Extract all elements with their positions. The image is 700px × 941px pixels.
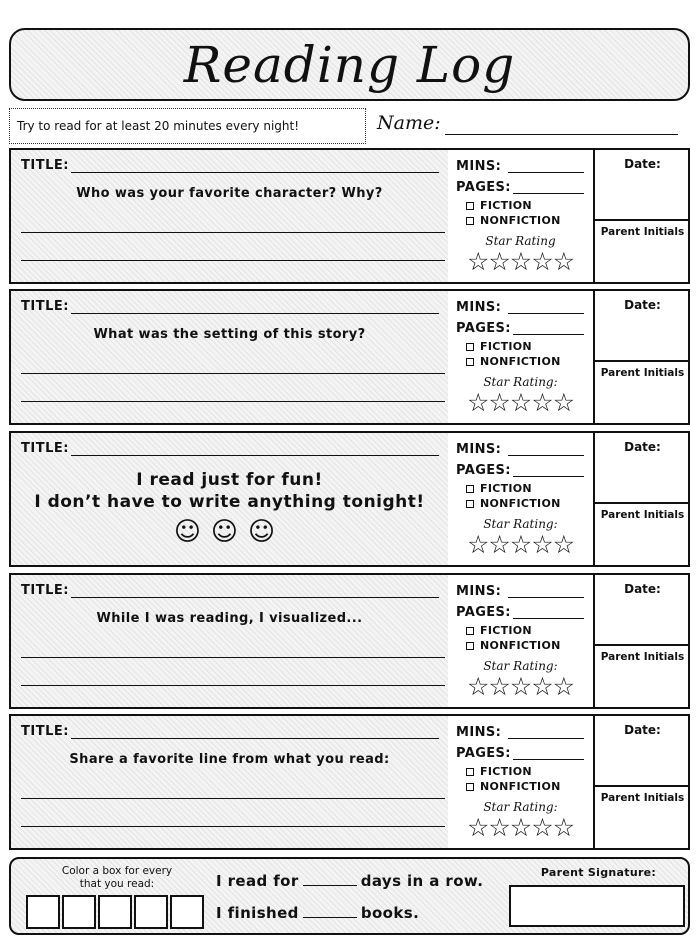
- log-entry-1: [9, 148, 690, 284]
- read-for-prefix: I read for: [216, 872, 299, 890]
- mins-field[interactable]: [508, 455, 584, 456]
- mins-label: MINS:: [456, 300, 502, 315]
- checkbox[interactable]: [466, 768, 474, 776]
- color-box-instruction: [27, 865, 207, 891]
- checkbox[interactable]: [466, 642, 474, 650]
- writing-line[interactable]: [21, 657, 445, 658]
- footer-panel: [9, 857, 690, 935]
- smiley-icon: ☺☺☺: [173, 517, 286, 547]
- pages-label: PAGES:: [456, 746, 511, 761]
- date-label: Date:: [624, 157, 661, 171]
- divider: [595, 644, 688, 646]
- parent-initials-label: Parent Initials: [600, 226, 685, 238]
- color-box[interactable]: [170, 895, 204, 929]
- writing-line[interactable]: [21, 401, 445, 402]
- fiction-label: FICTION: [480, 765, 532, 778]
- color-box[interactable]: [62, 895, 96, 929]
- nonfiction-option[interactable]: [466, 214, 561, 227]
- entry-prompt: What was the setting of this story?: [93, 327, 366, 342]
- fiction-option[interactable]: [466, 199, 532, 212]
- log-entry-2: [9, 289, 690, 425]
- name-label: Name:: [377, 112, 441, 134]
- fun-message: [11, 469, 448, 513]
- entry-prompt: Who was your favorite character? Why?: [76, 186, 383, 201]
- pages-label: PAGES:: [456, 180, 511, 195]
- entry-main-area: [11, 291, 448, 423]
- fiction-option[interactable]: [466, 624, 532, 637]
- color-boxes: [26, 895, 206, 929]
- star-rating-label: Star Rating:: [483, 375, 558, 389]
- entry-stats-area: [448, 291, 593, 423]
- mins-field[interactable]: [508, 597, 584, 598]
- mins-label: MINS:: [456, 584, 502, 599]
- mins-label: MINS:: [456, 442, 502, 457]
- date-label: Date:: [624, 723, 661, 737]
- date-label: Date:: [624, 298, 661, 312]
- nonfiction-option[interactable]: [466, 497, 561, 510]
- mins-field[interactable]: [508, 738, 584, 739]
- entry-stats-area: [448, 433, 593, 565]
- pages-field[interactable]: [513, 193, 584, 194]
- finished-suffix: books.: [360, 904, 420, 922]
- books-field[interactable]: [303, 906, 357, 918]
- writing-line[interactable]: [21, 685, 445, 686]
- entry-stats-area: [448, 575, 593, 707]
- parent-signature-label: Parent Signature:: [540, 866, 657, 879]
- title-label: TITLE:: [21, 299, 69, 314]
- star-rating[interactable]: ☆☆☆☆☆: [466, 530, 575, 559]
- read-for-statement: [216, 872, 483, 890]
- entry-main-area: [11, 433, 448, 565]
- fiction-label: FICTION: [480, 340, 532, 353]
- checkbox[interactable]: [466, 358, 474, 366]
- writing-line[interactable]: [21, 798, 445, 799]
- color-box[interactable]: [26, 895, 60, 929]
- title-label: TITLE:: [21, 441, 69, 456]
- title-label: TITLE:: [21, 724, 69, 739]
- checkbox[interactable]: [466, 627, 474, 635]
- fun-line-1: I read just for fun!: [136, 470, 323, 490]
- entry-main-area: [11, 575, 448, 707]
- divider: [595, 502, 688, 504]
- pages-field[interactable]: [513, 759, 584, 760]
- pages-field[interactable]: [513, 618, 584, 619]
- checkbox[interactable]: [466, 485, 474, 493]
- log-entry-3: [9, 431, 690, 567]
- entry-prompt: Share a favorite line from what you read:: [69, 752, 390, 767]
- color-box[interactable]: [98, 895, 132, 929]
- nonfiction-label: NONFICTION: [480, 780, 561, 793]
- pages-field[interactable]: [513, 476, 584, 477]
- entry-main-area: [11, 150, 448, 282]
- title-field[interactable]: [71, 738, 439, 739]
- parent-signature-box[interactable]: [509, 885, 685, 927]
- color-box[interactable]: [134, 895, 168, 929]
- read-for-suffix: days in a row.: [360, 872, 484, 890]
- star-rating[interactable]: ☆☆☆☆☆: [466, 672, 575, 701]
- nonfiction-label: NONFICTION: [480, 639, 561, 652]
- fun-line-2: I don’t have to write anything tonight!: [34, 492, 425, 512]
- mins-label: MINS:: [456, 159, 502, 174]
- writing-line[interactable]: [21, 373, 445, 374]
- parent-initials-label: Parent Initials: [600, 651, 685, 663]
- fiction-option[interactable]: [466, 340, 532, 353]
- finished-prefix: I finished: [216, 904, 299, 922]
- instruction-box: Try to read for at least 20 minutes every night!: [9, 108, 366, 144]
- nonfiction-option[interactable]: [466, 639, 561, 652]
- checkbox[interactable]: [466, 500, 474, 508]
- date-label: Date:: [624, 582, 661, 596]
- parent-initials-label: Parent Initials: [600, 509, 685, 521]
- fiction-label: FICTION: [480, 624, 532, 637]
- checkbox[interactable]: [466, 783, 474, 791]
- title-label: TITLE:: [21, 583, 69, 598]
- title-field[interactable]: [71, 455, 439, 456]
- pages-field[interactable]: [513, 334, 584, 335]
- pages-label: PAGES:: [456, 321, 511, 336]
- mins-field[interactable]: [508, 172, 584, 173]
- entry-side-area: [593, 716, 688, 848]
- nonfiction-label: NONFICTION: [480, 497, 561, 510]
- days-field[interactable]: [303, 874, 357, 886]
- mins-field[interactable]: [508, 313, 584, 314]
- writing-line[interactable]: [21, 826, 445, 827]
- checkbox[interactable]: [466, 217, 474, 225]
- divider: [595, 360, 688, 362]
- entry-main-area: [11, 716, 448, 848]
- name-field[interactable]: [445, 134, 678, 135]
- entry-stats-area: [448, 150, 593, 282]
- fiction-option[interactable]: [466, 765, 532, 778]
- star-rating[interactable]: ☆☆☆☆☆: [466, 813, 575, 842]
- parent-initials-label: Parent Initials: [600, 792, 685, 804]
- title-field[interactable]: [71, 597, 439, 598]
- nonfiction-option[interactable]: [466, 780, 561, 793]
- date-label: Date:: [624, 440, 661, 454]
- fiction-option[interactable]: [466, 482, 532, 495]
- pages-label: PAGES:: [456, 463, 511, 478]
- divider: [595, 219, 688, 221]
- checkbox[interactable]: [466, 202, 474, 210]
- log-entry-5: [9, 714, 690, 850]
- star-rating[interactable]: ☆☆☆☆☆: [466, 247, 575, 276]
- star-rating-label: Star Rating:: [483, 800, 558, 814]
- title-banner: [9, 28, 690, 101]
- title-label: TITLE:: [21, 158, 69, 173]
- star-rating-label: Star Rating:: [483, 659, 558, 673]
- color-box-line-2: that you read:: [79, 878, 155, 890]
- mins-label: MINS:: [456, 725, 502, 740]
- fiction-label: FICTION: [480, 482, 532, 495]
- nonfiction-option[interactable]: [466, 355, 561, 368]
- entry-prompt: While I was reading, I visualized...: [96, 611, 363, 626]
- entry-side-area: [593, 433, 688, 565]
- writing-line[interactable]: [21, 232, 445, 233]
- page-title: Reading Log: [183, 35, 516, 94]
- divider: [595, 785, 688, 787]
- log-entry-4: [9, 573, 690, 709]
- title-field[interactable]: [71, 172, 439, 173]
- entry-side-area: [593, 150, 688, 282]
- pages-label: PAGES:: [456, 605, 511, 620]
- nonfiction-label: NONFICTION: [480, 355, 561, 368]
- star-rating[interactable]: ☆☆☆☆☆: [466, 388, 575, 417]
- title-field[interactable]: [71, 313, 439, 314]
- color-box-line-1: Color a box for every: [61, 865, 173, 877]
- star-rating-label: Star Rating: [485, 234, 556, 248]
- fiction-label: FICTION: [480, 199, 532, 212]
- entry-stats-area: [448, 716, 593, 848]
- writing-line[interactable]: [21, 260, 445, 261]
- star-rating-label: Star Rating:: [483, 517, 558, 531]
- parent-initials-label: Parent Initials: [600, 367, 685, 379]
- entry-side-area: [593, 575, 688, 707]
- finished-statement: [216, 904, 419, 922]
- nonfiction-label: NONFICTION: [480, 214, 561, 227]
- entry-side-area: [593, 291, 688, 423]
- checkbox[interactable]: [466, 343, 474, 351]
